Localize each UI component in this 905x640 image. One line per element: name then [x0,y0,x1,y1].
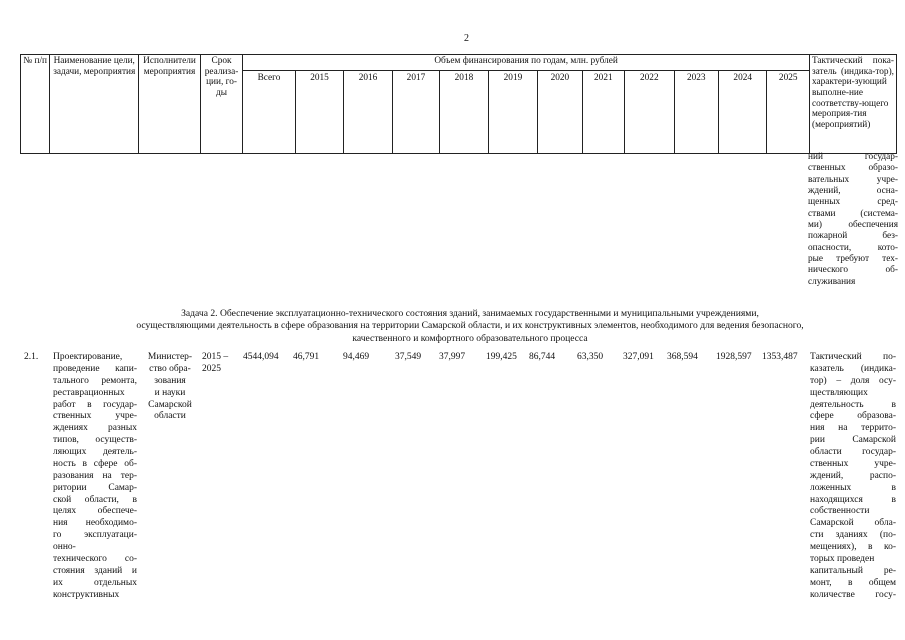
indicator-line: ложенных в [810,482,896,493]
name-line: технического со- [53,553,137,564]
continuation-line: нического об- [808,265,898,276]
executor-line: и науки [154,387,186,398]
executor-line: зования [154,375,186,386]
name-line: проведение капи- [53,363,137,374]
indicator-line: собственности [810,506,870,517]
name-line: ность в сфере об- [53,458,137,469]
row-value-2016: 94,469 [343,352,370,362]
executor-line: ство обра- [149,363,191,374]
name-line: тального ремонта, [53,375,137,386]
name-line: их отдельных [53,577,137,588]
indicator-line: ждений, распо- [810,470,896,481]
task-title-line: качественного и комфортного образовательного процесса [352,332,588,344]
indicator-line: капитальный ре- [810,565,896,576]
indicator-line: торых проведен [810,553,875,564]
row-value-2015: 46,791 [293,352,320,362]
name-line: конструктивных [53,589,120,600]
indicator-line: находящихся в [810,494,896,505]
header-year-cell: 2016 [344,71,392,154]
row-value-2022: 327,091 [623,352,654,362]
name-line: стояния зданий и [53,565,137,576]
indicator-line: Тактический по- [810,352,896,362]
continuation-line: ми) обеспечения [808,219,898,230]
header-term-cell: Срок реализа-ции, го-ды [200,55,242,154]
row-total: 4544,094 [243,352,279,362]
continuation-line: ждений, осна- [808,185,898,196]
header-year-cell: 2021 [582,71,624,154]
executor-line: Министер- [147,352,193,362]
header-name-cell: Наименование цели, задачи, мероприятия [50,55,139,154]
header-year-cell: 2019 [488,71,538,154]
page-number: 2 [464,33,469,44]
name-line: Проектирование, [53,352,123,362]
row-value-2019: 199,425 [486,352,517,362]
name-line: ской области, в [53,494,137,505]
name-line: ляющих деятель- [53,447,137,457]
header-executors-cell: Исполнители мероприятия [139,55,201,154]
name-line: ждениях разных [53,423,137,434]
row-name [53,352,137,601]
continuation-line: ний государ- [808,152,898,162]
header-table [20,54,897,154]
header-indicator-cell: Тактический пока-затель (индика-тор), характери-зующий выполне-ние соответству-ющего мероприя-тия (мероприятий) [809,55,896,154]
row-indicator [810,352,896,601]
name-line: разования на тер- [53,470,137,481]
indicator-line: Самарской обла- [810,518,896,529]
header-year-cell: 2024 [718,71,766,154]
continuation-line: ствами (система- [808,208,898,219]
name-line: типов, осуществ- [53,435,137,446]
executor-line: Самарской [148,399,192,410]
name-line: работ в государ- [53,399,137,410]
name-line: онно- [53,542,76,552]
indicator-line: монт, в общем [810,577,896,588]
row-value-2023: 368,594 [667,352,698,362]
continuation-line: служивания [808,276,856,287]
name-line: ственных учре- [53,411,137,422]
indicator-line: тор) – доля осу- [810,375,896,386]
name-line: ритории Самар- [53,482,137,493]
row-value-2020: 86,744 [529,352,556,362]
executor-line: области [154,411,186,422]
header-year-cell: 2017 [392,71,439,154]
indicator-continuation [808,152,898,288]
header-num-cell: № п/п [21,55,50,154]
header-year-cell: 2020 [538,71,582,154]
indicator-line: сфере образова- [810,411,896,422]
indicator-line: мещениях), в ко- [810,542,896,552]
header-year-cell: 2022 [625,71,675,154]
task-title-line: Задача 2. Обеспечение эксплуатационно-технического состояния зданий, занимаемых государственными и муниципальными учреждениями, [181,308,759,319]
name-line: реставрационных [53,387,125,398]
continuation-line: рые требуют тех- [808,253,898,264]
task-title [60,308,880,345]
indicator-line: ществляющих [810,387,868,398]
header-year-cell: 2018 [440,71,488,154]
row-term: 2015 – 2025 [202,352,229,374]
name-line: ния необходимо- [53,518,137,529]
indicator-line: сти зданиях (по- [810,530,896,541]
row-executors [140,352,200,423]
header-year-cell: 2025 [767,71,810,154]
name-line: целях обеспече- [53,506,137,517]
indicator-line: ственных учре- [810,458,896,469]
continuation-line: ственных образо- [808,163,898,174]
indicator-line: рии Самарской [810,435,896,446]
row-value-2025: 1353,487 [762,352,798,362]
indicator-line: количестве госу- [810,589,896,600]
continuation-line: вательных учре- [808,174,898,185]
row-value-2021: 63,350 [577,352,604,362]
row-value-2018: 37,997 [439,352,466,362]
continuation-line: пожарной без- [808,231,898,242]
row-value-2017: 37,549 [395,352,422,362]
indicator-line: казатель (индика- [810,363,896,374]
indicator-line: деятельность в [810,399,896,410]
task-title-line: осуществляющими деятельность в сфере образования на территории Самарской области, и их конструктивных элементов, необходимого для ведения безопасного, [136,320,804,332]
continuation-line: опасности, кото- [808,242,898,253]
header-total-cell: Всего [243,71,296,154]
name-line: го эксплуатаци- [53,530,137,541]
indicator-line: ния на террито- [810,423,896,434]
header-funding-cell: Объем финансирования по годам, млн. рублей [243,55,810,71]
row-value-2024: 1928,597 [716,352,752,362]
indicator-line: области государ- [810,447,896,457]
row-number: 2.1. [24,352,39,362]
header-year-cell: 2015 [295,71,343,154]
header-year-cell: 2023 [674,71,718,154]
continuation-line: щенных сред- [808,197,898,208]
